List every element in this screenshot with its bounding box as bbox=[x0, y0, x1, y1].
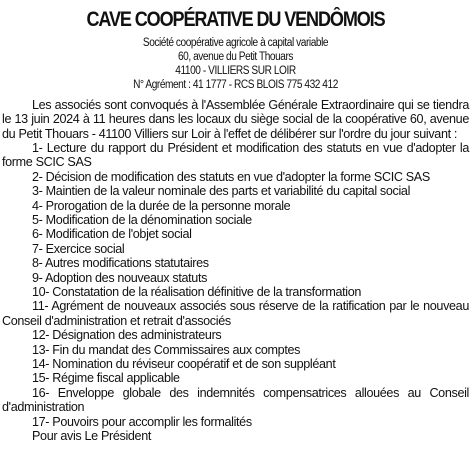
notice-body bbox=[2, 98, 469, 443]
agenda-item-4: 4- Prorogation de la durée de la personne morale bbox=[32, 198, 291, 213]
agenda-item-2: 2- Décision de modification des statuts en vue d'adopter la forme SCIC SAS bbox=[32, 169, 430, 184]
agenda-item-5: 5- Modification de la dénomination sociale bbox=[32, 212, 252, 227]
agenda-item-9: 9- Adoption des nouveaux statuts bbox=[32, 270, 208, 285]
agenda-item-15: 15- Régime fiscal applicable bbox=[32, 371, 180, 386]
agenda-item-1: 1- Lecture du rapport du Président et modification des statuts en vue d'adopter la forme SCIC SAS bbox=[2, 140, 469, 170]
agenda-item-11: 11- Agrément de nouveaux associés sous réserve de la ratification par le nouveau Conseil d'administration et retrait d'associés bbox=[2, 299, 469, 328]
company-city: 41100 - VILLIERS SUR LOIR bbox=[175, 65, 296, 77]
agenda-item-6: 6- Modification de l'objet social bbox=[32, 227, 192, 242]
agenda-item-17: 17- Pouvoirs pour accomplir les formalités bbox=[32, 414, 252, 429]
intro-paragraph: Les associés sont convoqués à l'Assemblée Générale Extraordinaire qui se tiendra le 13 juin 2024 à 11 heures dans les locaux du siège social de la coopérative 60, avenue du Petit Thouars - 41100 Villiers sur Loir à l'effet de délibérer sur l'ordre du jour suivant : bbox=[2, 98, 469, 141]
agenda-item-14: 14- Nomination du réviseur coopératif et de son suppléant bbox=[32, 356, 336, 371]
agenda-item-13: 13- Fin du mandat des Commissaires aux comptes bbox=[32, 342, 301, 357]
agenda-item-8: 8- Autres modifications statutaires bbox=[32, 256, 209, 271]
agenda-list bbox=[2, 141, 469, 429]
agenda-item-10: 10- Constatation de la réalisation définitive de la transformation bbox=[32, 284, 362, 299]
signature-line: Pour avis Le Président bbox=[32, 429, 152, 444]
company-header bbox=[2, 36, 469, 92]
company-street-address: 60, avenue du Petit Thouars bbox=[177, 51, 294, 63]
agenda-item-3: 3- Maintien de la valeur nominale des parts et variabilité du capital social bbox=[32, 184, 411, 199]
company-registration: N° Agrément : 41 1777 - RCS BLOIS 775 432 412 bbox=[133, 79, 338, 91]
agenda-item-7: 7- Exercice social bbox=[32, 241, 125, 256]
agenda-item-16: 16- Enveloppe globale des indemnités compensatrices allouées au Conseil d'administration bbox=[2, 385, 469, 415]
agenda-item-12: 12- Désignation des administrateurs bbox=[32, 328, 222, 343]
company-legal-form: Société coopérative agricole à capital variable bbox=[142, 37, 329, 49]
notice-title: CAVE COOPÉRATIVE DU VENDÔMOIS bbox=[86, 8, 385, 31]
